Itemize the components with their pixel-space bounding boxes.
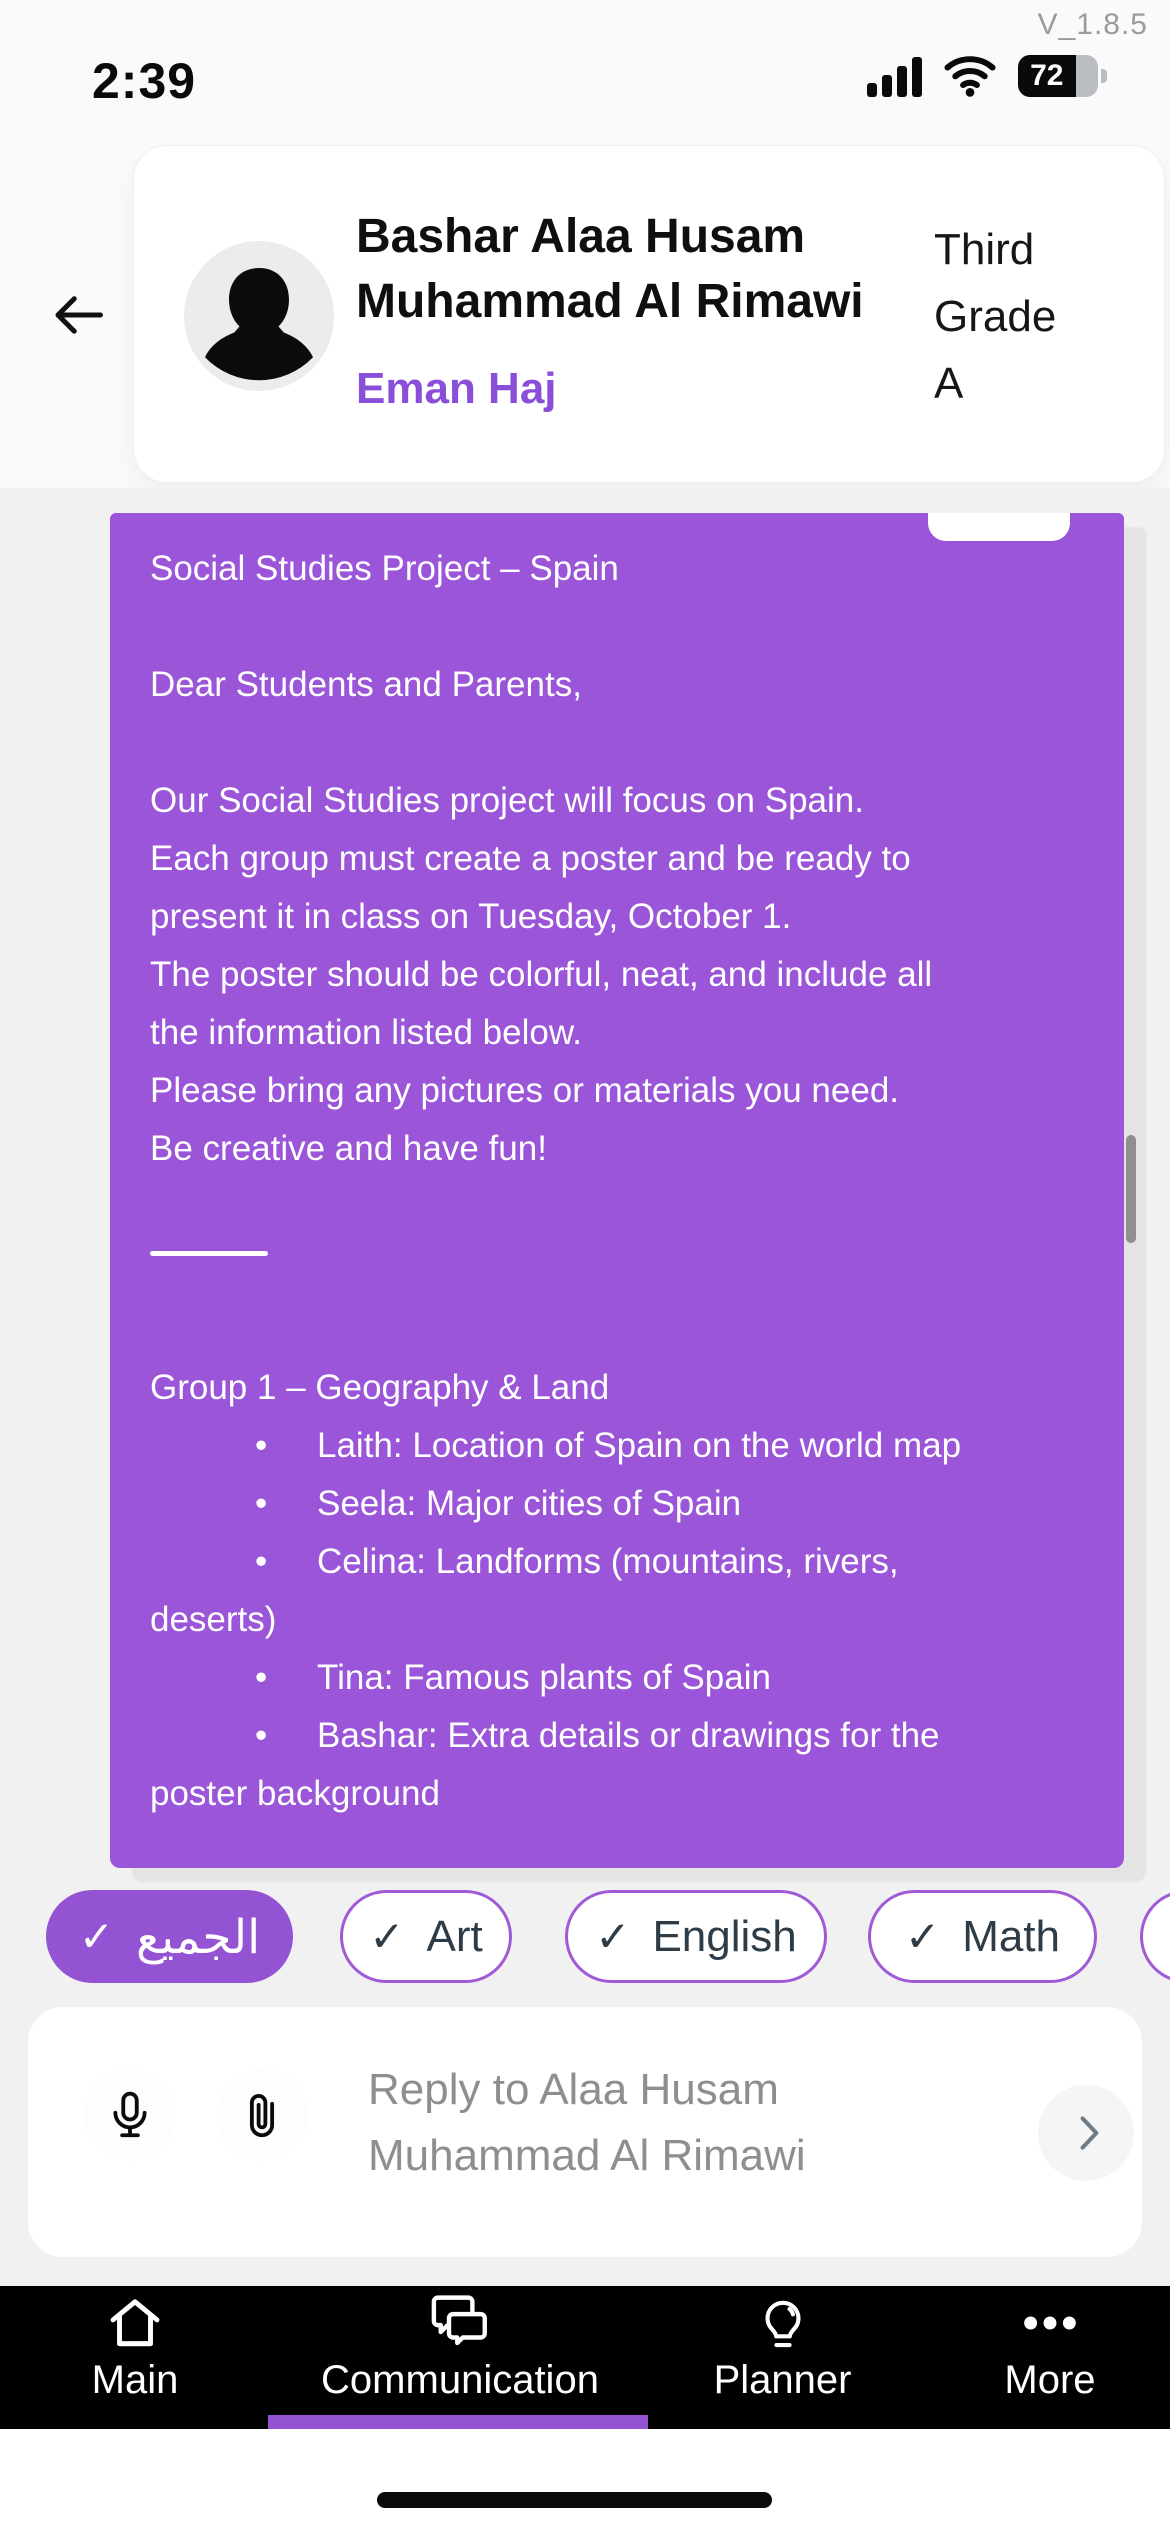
- microphone-button[interactable]: [84, 2069, 176, 2161]
- bottom-nav: [0, 2286, 1170, 2429]
- bullet-item: • Celina: Landforms (mountains, rivers,: [150, 1533, 1090, 1591]
- bubble-top-notch: [928, 513, 1070, 541]
- scrollbar-thumb[interactable]: [1126, 1135, 1136, 1243]
- paperclip-icon: [235, 2088, 289, 2142]
- bottom-safe-area: [0, 2429, 1170, 2532]
- send-button[interactable]: [1038, 2085, 1134, 2181]
- message-line: Each group must create a poster and be ready to: [150, 839, 911, 878]
- filter-chip-all[interactable]: [46, 1890, 293, 1983]
- nav-item-more[interactable]: [965, 2286, 1135, 2429]
- reply-placeholder[interactable]: Reply to Alaa Husam Muhammad Al Rimawi: [368, 2065, 806, 2180]
- bullet-item-continuation: deserts): [150, 1600, 277, 1639]
- arrow-left-icon: [48, 285, 108, 345]
- check-icon: ✓: [595, 1913, 631, 1960]
- home-indicator[interactable]: [377, 2492, 772, 2508]
- lightbulb-icon: [754, 2290, 812, 2354]
- bullet-item: • Tina: Famous plants of Spain: [150, 1649, 1090, 1707]
- nav-active-indicator: [268, 2415, 648, 2429]
- filter-chip-label: Math: [962, 1911, 1061, 1961]
- bullet-item: • Bashar: Extra details or drawings for the: [150, 1707, 1090, 1765]
- bullet-item-continuation: poster background: [150, 1774, 440, 1813]
- bullet-item: • Laith: Location of Spain on the world map: [150, 1417, 1090, 1475]
- wifi-icon: [942, 51, 998, 102]
- filter-chip-label: Art: [426, 1911, 483, 1961]
- message-bubble[interactable]: [110, 513, 1124, 1868]
- microphone-icon: [103, 2088, 157, 2142]
- cellular-signal-icon: [867, 55, 922, 97]
- nav-label: Planner: [713, 2358, 852, 2402]
- home-icon: [104, 2290, 166, 2354]
- nav-label: More: [1004, 2358, 1096, 2402]
- message-body: [150, 540, 1090, 1823]
- nav-item-main[interactable]: [55, 2286, 215, 2429]
- battery-icon: [1018, 55, 1098, 97]
- student-name: Bashar Alaa Husam Muhammad Al Rimawi: [356, 210, 864, 328]
- check-icon: ✓: [369, 1913, 405, 1960]
- message-line: Dear Students and Parents,: [150, 665, 582, 704]
- app-version: V_1.8.5: [1037, 8, 1148, 41]
- nav-label: Communication: [321, 2358, 599, 2402]
- filter-chip-label: الجميع: [136, 1909, 261, 1963]
- bullet-item: • Seela: Major cities of Spain: [150, 1475, 1090, 1533]
- filter-chip-english[interactable]: [565, 1890, 827, 1983]
- nav-item-planner[interactable]: [690, 2286, 875, 2429]
- message-divider: [150, 1251, 268, 1256]
- message-title: Social Studies Project – Spain: [150, 549, 619, 588]
- teacher-name-link[interactable]: Eman Haj: [356, 364, 557, 413]
- message-line: Our Social Studies project will focus on Spain.: [150, 781, 864, 820]
- nav-label: Main: [91, 2358, 179, 2402]
- message-line: The poster should be colorful, neat, and include all: [150, 955, 933, 994]
- message-line: the information listed below.: [150, 1013, 582, 1052]
- check-icon: ✓: [78, 1913, 115, 1960]
- chat-bubbles-icon: [427, 2290, 493, 2354]
- group-heading: Group 1 – Geography & Land: [150, 1368, 610, 1407]
- conversation-header-card: [133, 145, 1165, 483]
- filter-chip-art[interactable]: [340, 1890, 512, 1983]
- avatar[interactable]: [184, 241, 334, 391]
- filter-chip-label: English: [652, 1911, 797, 1961]
- battery-percent: 72: [1018, 55, 1076, 97]
- check-icon: ✓: [904, 1913, 941, 1960]
- message-line: Be creative and have fun!: [150, 1129, 547, 1168]
- filter-chip-math[interactable]: [868, 1890, 1097, 1983]
- status-icons: [867, 52, 1098, 100]
- grade-label: Third Grade A: [934, 225, 1057, 408]
- more-dots-icon: [1019, 2290, 1081, 2354]
- message-line: present it in class on Tuesday, October 1.: [150, 897, 792, 936]
- attachment-button[interactable]: [216, 2069, 308, 2161]
- status-time: 2:39: [92, 53, 197, 109]
- back-button[interactable]: [48, 285, 108, 345]
- message-line: Please bring any pictures or materials you need.: [150, 1071, 900, 1110]
- reply-input-bar[interactable]: [27, 2006, 1143, 2258]
- chevron-right-icon: [1067, 2111, 1111, 2155]
- nav-item-communication[interactable]: [280, 2286, 640, 2429]
